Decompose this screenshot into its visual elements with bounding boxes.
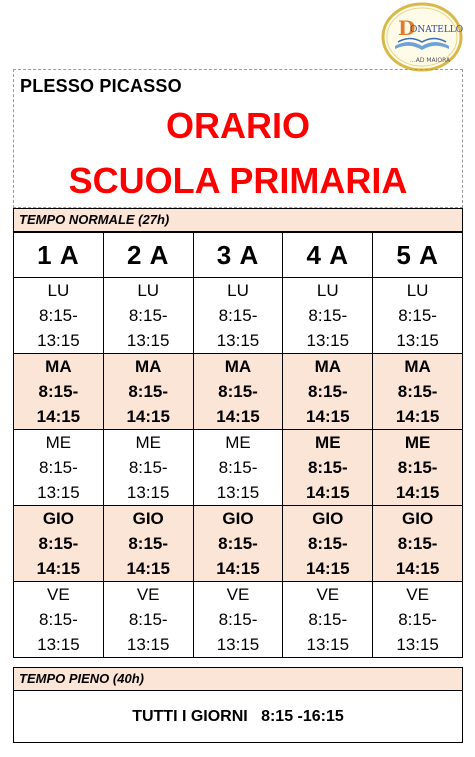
schedule-cell: [193, 430, 283, 506]
schedule-day: MA: [404, 357, 431, 376]
schedule-day: ME: [45, 433, 72, 452]
schedule-row: [14, 354, 463, 430]
tempo-pieno-box: [13, 690, 463, 743]
schedule-start: 8:15-: [397, 458, 438, 477]
schedule-end: 13:15: [306, 331, 350, 350]
schedule-end: 13:15: [37, 483, 80, 502]
schedule-cell: [283, 506, 373, 582]
schedule-row: [14, 582, 463, 658]
schedule-cell: [373, 430, 463, 506]
schedule-day: VE: [47, 585, 70, 604]
schedule-end: 13:15: [126, 331, 170, 350]
schedule-start: 8:15-: [398, 610, 437, 629]
schedule-day: LU: [47, 281, 70, 300]
class-header: 1 A: [14, 233, 104, 278]
schedule-cell: [14, 582, 104, 658]
schedule-start: 8:15-: [307, 382, 348, 401]
schedule-end: 13:15: [396, 331, 439, 350]
plesso-label: PLESSO PICASSO: [20, 76, 182, 96]
schedule-start: 8:15-: [128, 458, 168, 477]
schedule-cell: [103, 582, 193, 658]
schedule-cell: [373, 354, 463, 430]
schedule-cell: [283, 582, 373, 658]
schedule-start: 8:15-: [218, 534, 258, 553]
schedule-start: 8:15-: [307, 534, 348, 553]
schedule-cell: [373, 506, 463, 582]
schedule-row: [14, 278, 463, 354]
schedule-day: VE: [136, 585, 160, 604]
schedule-end: 14:15: [216, 407, 260, 426]
schedule-day: VE: [226, 585, 250, 604]
schedule-start: 8:15-: [398, 306, 437, 325]
schedule-end: 14:15: [36, 559, 81, 578]
schedule-start: 8:15-: [308, 306, 348, 325]
svg-text:...AD MAIORA: ...AD MAIORA: [410, 57, 451, 64]
schedule-start: 8:15-: [38, 382, 79, 401]
schedule-start: 8:15-: [38, 534, 79, 553]
tempo-normale-header: TEMPO NORMALE (27h): [13, 208, 463, 232]
schedule-end: 14:15: [126, 559, 170, 578]
schedule-start: 8:15-: [397, 534, 438, 553]
schedule-cell: [193, 506, 283, 582]
school-logo: [381, 2, 463, 72]
schedule-day: ME: [225, 433, 251, 452]
schedule-cell: [14, 278, 104, 354]
tempo-pieno-days: TUTTI I GIORNI: [132, 708, 248, 725]
schedule-start: 8:15-: [218, 458, 258, 477]
class-header: 5 A: [373, 233, 463, 278]
schedule-day: GIO: [402, 509, 434, 528]
schedule-day: ME: [135, 433, 161, 452]
schedule-end: 13:15: [306, 635, 350, 654]
schedule-end: 14:15: [36, 407, 81, 426]
schedule-start: 8:15-: [39, 306, 78, 325]
schedule-end: 14:15: [306, 483, 350, 502]
schedule-cell: [14, 354, 104, 430]
schedule-end: 14:15: [395, 483, 440, 502]
schedule-start: 8:15-: [397, 382, 438, 401]
schedule-day: MA: [134, 357, 162, 376]
page-title-line2: SCUOLA PRIMARIA: [68, 160, 408, 201]
schedule-start: 8:15-: [128, 610, 168, 629]
schedule-cell: [283, 278, 373, 354]
schedule-day: LU: [137, 281, 160, 300]
page-title-line1: ORARIO: [166, 105, 310, 146]
schedule-cell: [283, 354, 373, 430]
schedule-cell: [103, 354, 193, 430]
schedule-day: VE: [406, 585, 429, 604]
schedule-end: 14:15: [126, 407, 170, 426]
svg-text:D: D: [398, 16, 416, 40]
schedule-start: 8:15-: [307, 458, 348, 477]
schedule-start: 8:15-: [128, 306, 168, 325]
schedule-day: LU: [406, 281, 429, 300]
schedule-day: GIO: [42, 509, 74, 528]
schedule-end: 14:15: [216, 559, 260, 578]
schedule-cell: [14, 430, 104, 506]
schedule-cell: [103, 278, 193, 354]
schedule-cell: [193, 582, 283, 658]
schedule-end: 13:15: [396, 635, 439, 654]
class-header: 2 A: [103, 233, 193, 278]
schedule-start: 8:15-: [218, 382, 258, 401]
schedule-cell: [373, 582, 463, 658]
schedule-end: 13:15: [37, 331, 80, 350]
schedule-start: 8:15-: [39, 458, 78, 477]
schedule-end: 13:15: [216, 483, 260, 502]
schedule-end: 14:15: [395, 559, 440, 578]
schedule-end: 14:15: [395, 407, 440, 426]
schedule-cell: [193, 354, 283, 430]
schedule-end: 13:15: [126, 635, 170, 654]
tempo-pieno-header: TEMPO PIENO (40h): [13, 667, 463, 691]
schedule-end: 13:15: [216, 331, 260, 350]
schedule-start: 8:15-: [39, 610, 78, 629]
schedule-row: [14, 506, 463, 582]
schedule-end: 13:15: [37, 635, 80, 654]
schedule-start: 8:15-: [128, 534, 169, 553]
schedule-day: LU: [316, 281, 339, 300]
schedule-day: MA: [314, 357, 342, 376]
schedule-day: LU: [227, 281, 249, 300]
schedule-end: 14:15: [306, 559, 350, 578]
schedule-table: [13, 232, 463, 658]
class-header-row: [14, 233, 463, 278]
schedule-day: GIO: [132, 509, 164, 528]
class-header: 4 A: [283, 233, 373, 278]
class-header: 3 A: [193, 233, 283, 278]
schedule-day: MA: [45, 357, 72, 376]
schedule-cell: [103, 430, 193, 506]
schedule-start: 8:15-: [218, 610, 258, 629]
schedule-start: 8:15-: [218, 306, 258, 325]
schedule-start: 8:15-: [308, 610, 348, 629]
schedule-end: 13:15: [216, 635, 260, 654]
schedule-cell: [283, 430, 373, 506]
schedule-day: VE: [316, 585, 340, 604]
schedule-cell: [14, 506, 104, 582]
schedule-cell: [373, 278, 463, 354]
schedule-end: 14:15: [306, 407, 350, 426]
schedule-day: ME: [315, 433, 341, 452]
schedule-end: 13:15: [126, 483, 170, 502]
schedule-day: GIO: [312, 509, 344, 528]
schedule-day: MA: [224, 357, 252, 376]
schedule-day: ME: [404, 433, 431, 452]
schedule-cell: [193, 278, 283, 354]
tempo-pieno-hours: 8:15 -16:15: [261, 708, 344, 725]
schedule-start: 8:15-: [128, 382, 169, 401]
schedule-day: GIO: [222, 509, 254, 528]
svg-text:ONATELLO: ONATELLO: [410, 25, 463, 35]
schedule-cell: [103, 506, 193, 582]
schedule-row: [14, 430, 463, 506]
